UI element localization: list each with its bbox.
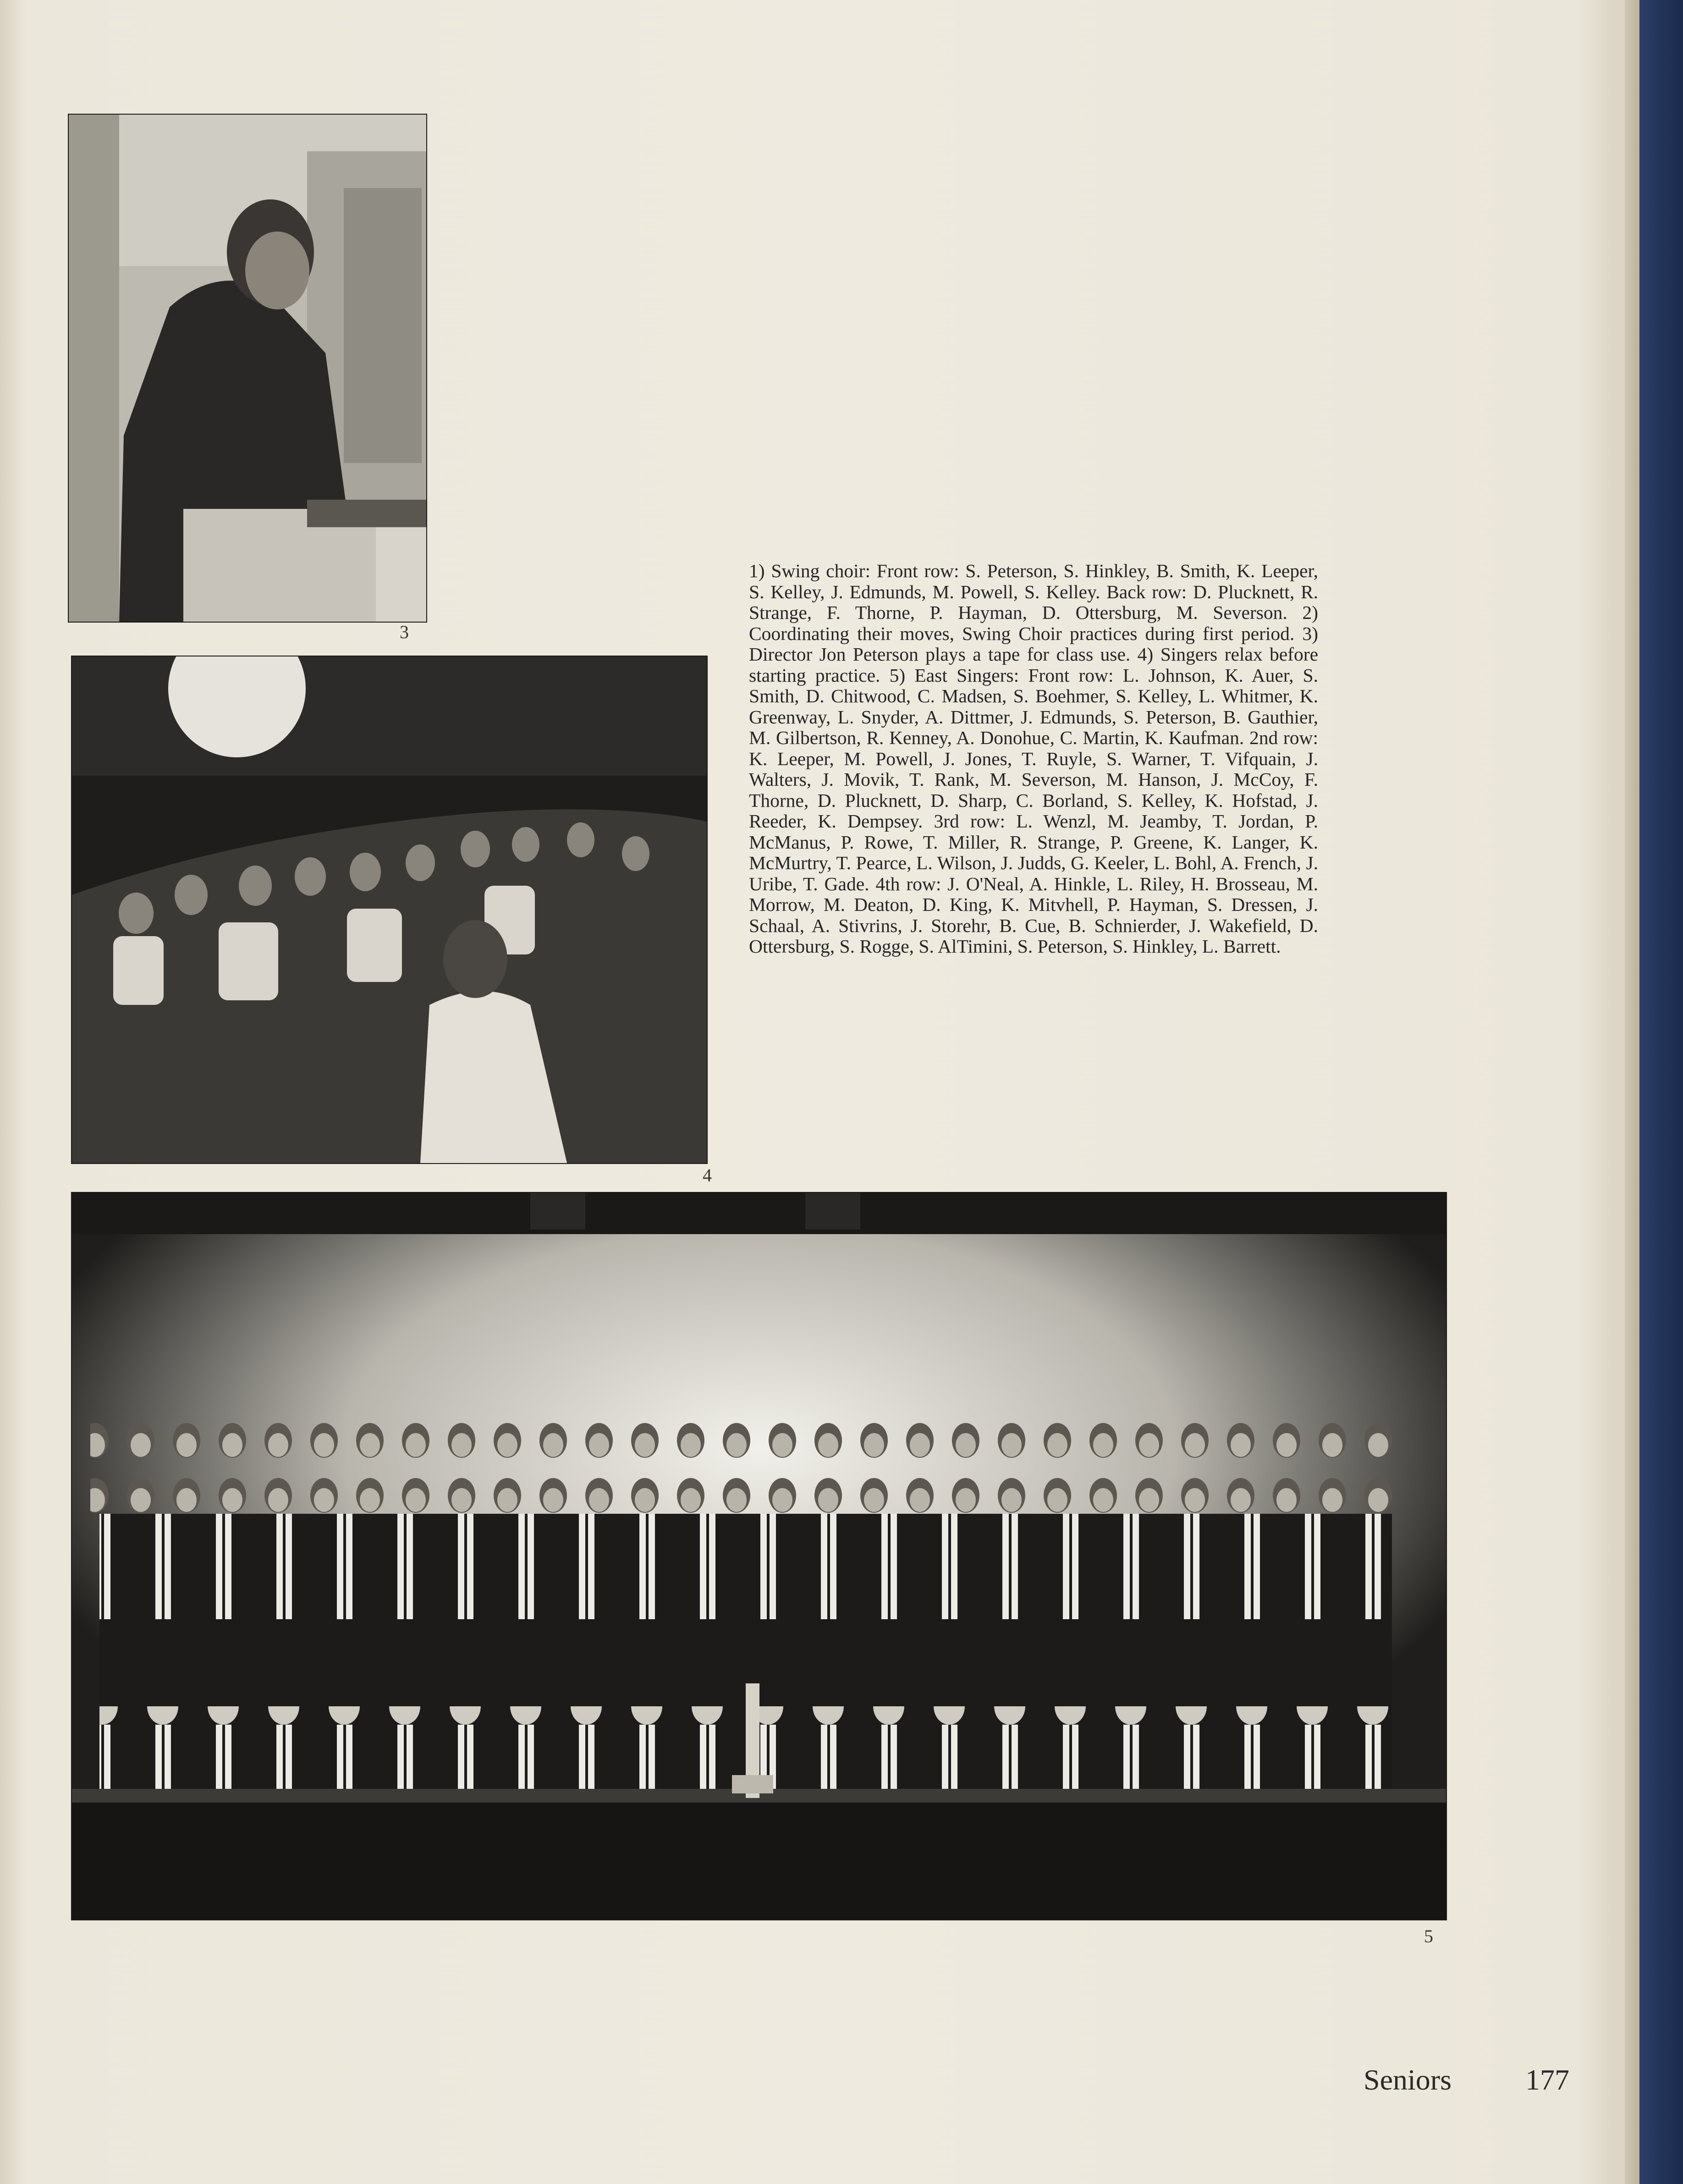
page-edge bbox=[1625, 0, 1639, 2184]
photo-east-singers bbox=[71, 1192, 1447, 1920]
footer-section-title: Seniors bbox=[1364, 2063, 1452, 2096]
photo-director-tape bbox=[68, 114, 427, 623]
photo-singers-relax bbox=[71, 656, 708, 1164]
footer-page-number: 177 bbox=[1525, 2063, 1569, 2096]
photo-number-3: 3 bbox=[400, 622, 409, 642]
photo-number-5: 5 bbox=[1424, 1926, 1433, 1947]
photo-caption: 1) Swing choir: Front row: S. Peterson, S. Hinkley, B. Smith, K. Leeper, S. Kelley, J. Edmunds, M. Powell, S. Kelley. Back row: D. Plucknett, R. Strange, F. Thorne, P. Hayman, D. Ottersburg, M. Severson. 2) Coordinating their moves, Swing Choir practices during first period. 3) Director Jon Peterson plays a tape for class use. 4) Singers relax before starting practice. 5) East Singers: Front row: L. Johnson, K. Auer, S. Smith, D. Chitwood, C. Madsen, S. Boehmer, S. Kelley, L. Whitmer, K. Greenway, L. Snyder, A. Dittmer, J. Edmunds, S. Peterson, B. Gauthier, M. Gilbertson, R. Kenney, A. Donohue, C. Martin, K. Kaufman. 2nd row: K. Leeper, M. Powell, J. Jones, T. Ruyle, S. Warner, T. Vifquain, J. Walters, J. Movik, T. Rank, M. Severson, M. Hanson, J. McCoy, F. Thorne, D. Plucknett, D. Sharp, C. Borland, S. Kelley, K. Hofstad, J. Reeder, K. Dempsey. 3rd row: L. Wenzl, M. Jeamby, T. Jordan, P. McManus, P. Rowe, T. Miller, R. Strange, P. Greene, K. Langer, K. McMurtry, T. Pearce, L. Wilson, J. Judds, G. Keeler, L. Bohl, A. French, J. Uribe, T. Gade. 4th row: J. O'Neal, A. Hinkle, L. Riley, H. Brosseau, M. Morrow, M. Deaton, D. King, K. Mitvhell, P. Hayman, S. Dressen, J. Schaal, A. Stivrins, J. Storehr, B. Cue, B. Schnierder, J. Wakefield, D. Ottersburg, S. Rogge, S. AlTimini, S. Peterson, S. Hinkley, L. Barrett. bbox=[749, 560, 1318, 957]
photo-number-4: 4 bbox=[703, 1165, 712, 1186]
book-cover-spine bbox=[1639, 0, 1683, 2184]
